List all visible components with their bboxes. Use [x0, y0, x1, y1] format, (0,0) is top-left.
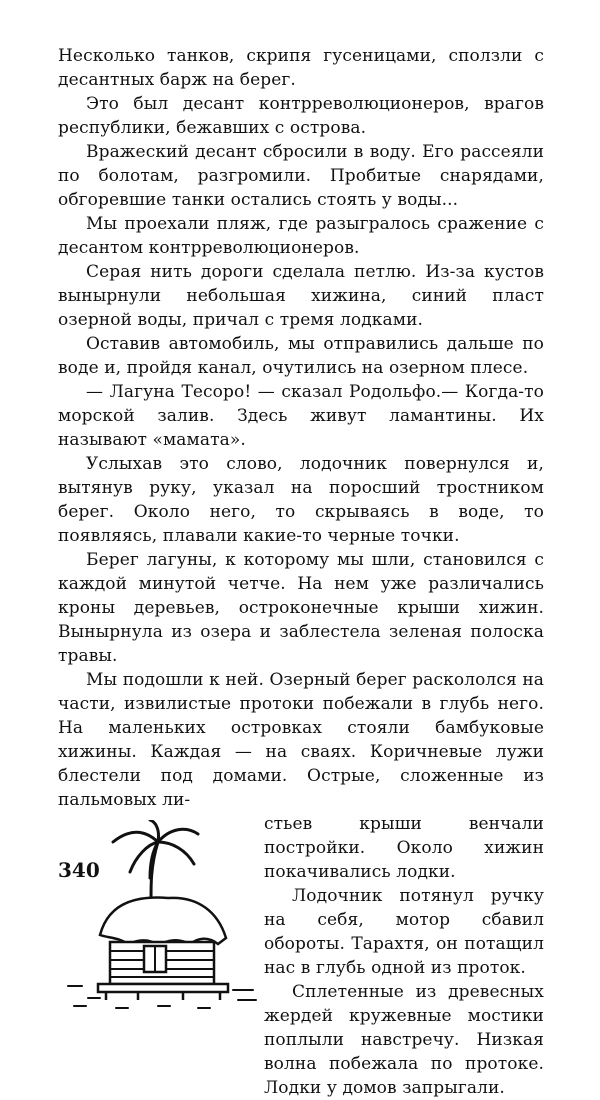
paragraph-3: Вражеский десант сбросили в воду. Его рассеяли по болотам, разгромили. Пробитые снарядами, обгоревшие танки остались стоять у воды... — [58, 142, 544, 210]
hut-platform — [98, 984, 228, 992]
paragraph-8: Услыхав это слово, лодочник повернулся и, вытянув руку, указал на поросший тростником берег. Около него, то скрываясь в воде, то появляясь, плавали какие-то черные точки. — [58, 454, 544, 546]
paragraph-9: Берег лагуны, к которому мы шли, становился с каждой минутой четче. На нем уже различались кроны деревьев, остроконечные крыши хижин. Вынырнула из озера и заблестела зеленая полоска травы. — [58, 550, 544, 666]
palm-fronds — [113, 820, 198, 878]
wrap-paragraph-2: Лодочник потянул ручку на себя, мотор сбавил обороты. Тарахтя, он потащил нас в глубь одной из проток. — [264, 886, 544, 978]
hut-roof — [100, 897, 226, 945]
paragraph-5: Серая нить дороги сделала петлю. Из-за кустов вынырнули небольшая хижина, синий пласт озерной воды, причал с тремя лодками. — [58, 262, 544, 330]
wrapped-text-column — [264, 812, 544, 1100]
paragraph-2: Это был десант контрреволюционеров, врагов республики, бежавших с острова. — [58, 94, 544, 138]
paragraph-4: Мы проехали пляж, где разыгралось сражение с десантом контрреволюционеров. — [58, 214, 544, 258]
paragraph-7: — Лагуна Тесоро! — сказал Родольфо.— Когда-то морской залив. Здесь живут ламантины. Их называют «мамата». — [58, 382, 544, 450]
page-body — [58, 44, 544, 1098]
hut-illustration — [58, 820, 263, 1012]
page-number: 340 — [58, 858, 100, 882]
paragraph-6: Оставив автомобиль, мы отправились дальше по воде и, пройдя канал, очутились на озерном плесе. — [58, 334, 544, 378]
paragraph-1: Несколько танков, скрипя гусеницами, сползли с десантных барж на берег. — [58, 46, 544, 90]
wrap-paragraph-1: стьев крыши венчали постройки. Около хижин покачивались лодки. — [264, 814, 544, 882]
illustration-wrap-area — [58, 812, 544, 1098]
paragraph-10: Мы подошли к ней. Озерный берег раскололся на части, извилистые протоки побежали в глубь него. На маленьких островках стояли бамбуковые хижины. Каждая — на сваях. Коричневые лужи блестели под домами. Острые, сложенные из пальмовых ли- — [58, 670, 544, 810]
wrap-paragraph-3: Сплетенные из древесных жердей кружевные мостики поплыли навстречу. Низкая волна побежала по протоке. Лодки у домов запрыгали. — [264, 982, 544, 1098]
